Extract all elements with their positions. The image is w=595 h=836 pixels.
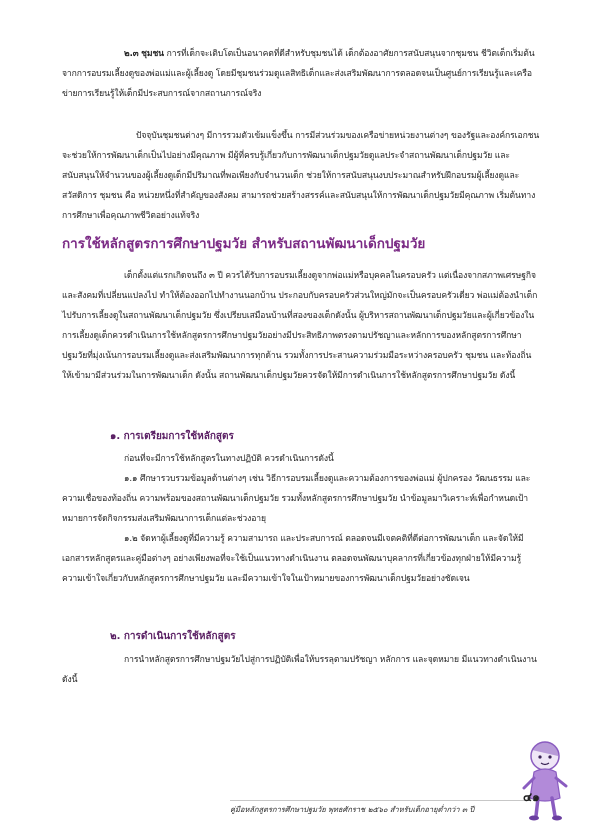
section-2-3-text: การที่เด็กจะเติบโตเป็นอนาคตที่ดีสำหรับชุมชนได้ เด็กต้องอาศัยการสนับสนุนจากชุมชน ชีวิตเด็กเริ่มต้นจากการอบรมเลี้ยงดูของพ่อแม่และผู้เลี้ยงดู โดยมีชุมชนร่วมดูแลสิทธิเด็กและส่งเสริมพัฒนาการตลอดจนเป็นศูนย์การเรียนรู้และเครือข่ายการเรียนรู้ให้เด็กมีประสบการณ์จากสถานการณ์จริง: [62, 49, 535, 99]
section-2-3-title: ชุมชน: [141, 49, 164, 59]
footer-title: คู่มือหลักสูตรการศึกษาปฐมวัย พุทธศักราช ๒๕๖๐ สำหรับเด็กอายุต่ำกว่า ๓ ปี: [230, 805, 475, 814]
cartoon-child-mascot-icon: [512, 736, 572, 826]
preparation-item-1-2: ๑.๒ จัดหาผู้เลี้ยงดูที่มีความรู้ ความสามารถ และประสบการณ์ ตลอดจนมีเจตคติที่ดีต่อการพัฒนาเด็ก และจัดให้มีเอกสารหลักสูตรและคู่มือต่างๆ อย่างเพียงพอที่จะใช้เป็นแนวทางดำเนินงาน ตลอดจนพัฒนาบุคลากรที่เกี่ยวข้องทุกฝ่ายให้มีความรู้ความเข้าใจเกี่ยวกับหลักสูตรการศึกษาปฐมวัย และมีความเข้าใจในเป้าหมายของการพัฒนาเด็กปฐมวัยอย่างชัดเจน: [62, 534, 524, 584]
preparation-item-1-1: ๑.๑ ศึกษารวบรวมข้อมูลด้านต่างๆ เช่น วิธีการอบรมเลี้ยงดูและความต้องการของพ่อแม่ ผู้ปกครอง วัฒนธรรม และความเชื่อของท้องถิ่น ความพร้อมของสถานพัฒนาเด็กปฐมวัย รวมทั้งหลักสูตรการศึกษาปฐมวัย นำข้อมูลมาวิเคราะห์เพื่อกำหนดเป้าหมายการจัดกิจกรรมส่งเสริมพัฒนาการเด็กแต่ละช่วงอายุ: [62, 474, 531, 524]
implementation-paragraph: การนำหลักสูตรการศึกษาปฐมวัยไปสู่การปฏิบัติเพื่อให้บรรลุตามปรัชญา หลักการ และจุดหมาย มีแนวทางดำเนินงานดังนี้: [62, 655, 537, 685]
main-heading: การใช้หลักสูตรการศึกษาปฐมวัย สำหรับสถานพัฒนาเด็กปฐมวัย: [62, 236, 426, 252]
community-paragraph: ปัจจุบันชุมชนต่างๆ มีการรวมตัวเข้มแข็งขึ้น การมีส่วนร่วมของเครือข่ายหน่วยงานต่างๆ ของรัฐและองค์กรเอกชนจะช่วยให้การพัฒนาเด็กเป็นไปอย่างมีคุณภาพ มีผู้ที่ครบรู้เกี่ยวกับการพัฒนาเด็กปฐมวัยดูแลประจำสถานพัฒนาเด็กปฐมวัย และสนับสนุนให้จำนวนของผู้เลี้ยงดูเด็กมีปริมาณที่พอเพียงกับจำนวนเด็ก ช่วยให้การสนับสนุนงบประมาณสำหรับฝึกอบรมผู้เลี้ยงดูและสวัสดิการ ชุมชน คือ หน่วยหนึ่งที่สำคัญของสังคม สามารถช่วยสร้างสรรค์และสนับสนุนให้การพัฒนาเด็กปฐมวัยมีคุณภาพ เริ่มต้นทางการศึกษาเพื่อคุณภาพชีวิตอย่างแท้จริง: [62, 131, 540, 221]
subheading-preparation: ๑. การเตรียมการใช้หลักสูตร: [110, 431, 234, 442]
footer-divider: [230, 800, 528, 801]
section-2-3-paragraph: [62, 44, 540, 104]
preparation-intro: ก่อนที่จะมีการใช้หลักสูตรในทางปฏิบัติ ควรดำเนินการดังนี้: [124, 454, 334, 464]
subheading-implementation: ๒. การดำเนินการใช้หลักสูตร: [110, 631, 236, 642]
page-number: ๔๑: [523, 790, 540, 804]
section-2-3-number: ๒.๓: [124, 49, 139, 59]
curriculum-intro-paragraph: เด็กตั้งแต่แรกเกิดจนถึง ๓ ปี ควรได้รับการอบรมเลี้ยงดูจากพ่อแม่หรือบุคคลในครอบครัว แต่เนื่องจากสภาพเศรษฐกิจและสังคมที่เปลี่ยนแปลงไป ทำให้ต้องออกไปทำงานนอกบ้าน ประกอบกับครอบครัวส่วนใหญ่มักจะเป็นครอบครัวเดี่ยว พ่อแม่ต้องนำเด็กไปรับการเลี้ยงดูในสถานพัฒนาเด็กปฐมวัย ซึ่งเปรียบเสมือนบ้านที่สองของเด็กดังนั้น ผู้บริหารสถานพัฒนาเด็กปฐมวัยและผู้เกี่ยวข้องในการเลี้ยงดูเด็กควรดำเนินการใช้หลักสูตรการศึกษาปฐมวัยอย่างมีประสิทธิภาพตรงตามปรัชญาและหลักการของหลักสูตรการศึกษาปฐมวัยที่มุ่งเน้นการอบรมเลี้ยงดูและส่งเสริมพัฒนาการทุกด้าน รวมทั้งการประสานความร่วมมือระหว่างครอบครัว ชุมชน และท้องถิ่น ให้เข้ามามีส่วนร่วมในการพัฒนาเด็ก ดังนั้น สถานพัฒนาเด็กปฐมวัยควรจัดให้มีการดำเนินการใช้หลักสูตรการศึกษาปฐมวัย ดังนี้: [62, 271, 538, 381]
